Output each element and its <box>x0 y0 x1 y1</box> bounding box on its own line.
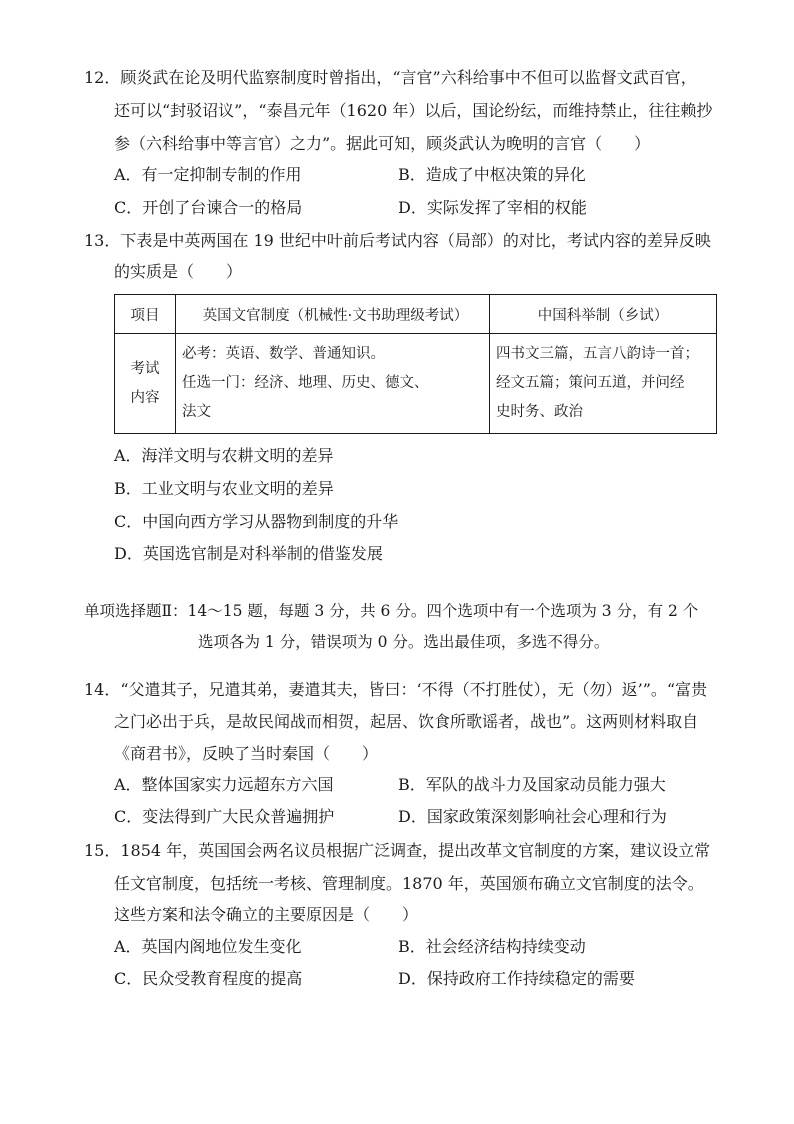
q13-option-c[interactable]: C．中国向西方学习从器物到制度的升华 <box>114 512 399 531</box>
uk-line-2: 任选一门：经济、地理、历史、德文、 <box>182 375 429 391</box>
q12-option-d[interactable]: D．实际发挥了宰相的权能 <box>398 198 587 217</box>
section-2-line-2: 选项各为 1 分，错误项为 0 分。选出最佳项，多选不得分。 <box>198 633 610 651</box>
table-header-item: 项目 <box>115 295 176 334</box>
row-label-line-2: 内容 <box>130 389 160 406</box>
uk-line-3: 法文 <box>182 404 211 420</box>
table-row <box>115 334 717 434</box>
q15-stem-line-2: 任文官制度，包括统一考核、管理制度。1870 年，英国颁布确立文官制度的法令。 <box>114 874 704 893</box>
q13-stem-line-2: 的实质是（ ） <box>114 262 243 281</box>
q15-option-d[interactable]: D．保持政府工作持续稳定的需要 <box>398 969 635 988</box>
q13-option-d[interactable]: D．英国选官制是对科举制的借鉴发展 <box>114 544 383 563</box>
q13-option-a[interactable]: A．海洋文明与农耕文明的差异 <box>114 446 334 465</box>
comparison-table <box>114 294 717 434</box>
q13-stem-line-1: 13．下表是中英两国在 19 世纪中叶前后考试内容（局部）的对比，考试内容的差异反映 <box>84 231 711 250</box>
q14-option-c[interactable]: C．变法得到广大民众普遍拥护 <box>114 807 335 826</box>
q14-option-d[interactable]: D．国家政策深刻影响社会心理和行为 <box>398 807 667 826</box>
table-cell-cn <box>490 334 717 434</box>
q14-stem-line-2: 之门必出于兵，是故民闻战而相贺，起居、饮食所歌谣者，战也”。这两则材料取自 <box>114 712 699 731</box>
q14-option-b[interactable]: B．军队的战斗力及国家动员能力强大 <box>398 775 666 794</box>
section-2-line-1: 单项选择题Ⅱ：14～15 题，每题 3 分，共 6 分。四个选项中有一个选项为 3 分，有 2 个 <box>84 602 699 620</box>
q12-option-c[interactable]: C．开创了台谏合一的格局 <box>114 198 303 217</box>
q12-stem-line-3: 参（六科给事中等言官）之力”。据此可知，顾炎武认为晚明的言官（ ） <box>114 134 651 153</box>
table-header-cn: 中国科举制（乡试） <box>490 295 717 334</box>
table-cell-uk <box>176 334 490 434</box>
q12-stem-line-1: 12．顾炎武在论及明代监察制度时曾指出，“言官”六科给事中不但可以监督文武百官， <box>84 68 697 87</box>
q15-stem-line-1: 15．1854 年，英国国会两名议员根据广泛调查，提出改革文官制度的方案，建议设立常 <box>84 841 711 860</box>
q12-option-a[interactable]: A．有一定抑制专制的作用 <box>114 165 302 184</box>
table-header-row <box>115 295 717 334</box>
q14-option-a[interactable]: A．整体国家实力远超东方六国 <box>114 775 334 794</box>
q15-option-b[interactable]: B．社会经济结构持续变动 <box>398 937 586 956</box>
q14-stem-line-1: 14．“父遣其子，兄遣其弟，妻遣其夫，皆曰：‘不得（不打胜仗），无（勿）返’”。“富贵 <box>84 680 708 699</box>
table-row-label <box>115 334 176 434</box>
q15-option-a[interactable]: A．英国内阁地位发生变化 <box>114 937 302 956</box>
table-header-uk: 英国文官制度（机械性·文书助理级考试） <box>176 295 490 334</box>
q12-option-b[interactable]: B．造成了中枢决策的异化 <box>398 165 586 184</box>
q15-option-c[interactable]: C．民众受教育程度的提高 <box>114 969 303 988</box>
q13-option-b[interactable]: B．工业文明与农业文明的差异 <box>114 479 334 498</box>
row-label-line-1: 考试 <box>130 360 160 377</box>
q14-stem-line-3: 《商君书》，反映了当时秦国（ ） <box>114 744 379 763</box>
cn-line-3: 史时务、政治 <box>496 404 583 420</box>
q12-stem-line-2: 还可以“封驳诏议”，“泰昌元年（1620 年）以后，国论纷纭，而维持禁止，往往赖抄 <box>114 101 713 120</box>
cn-line-2: 经文五篇；策问五道，并问经 <box>496 375 685 391</box>
uk-line-1: 必考：英语、数学、普通知识。 <box>182 346 385 362</box>
cn-line-1: 四书文三篇，五言八韵诗一首； <box>496 346 699 362</box>
q15-stem-line-3: 这些方案和法令确立的主要原因是（ ） <box>114 905 419 924</box>
